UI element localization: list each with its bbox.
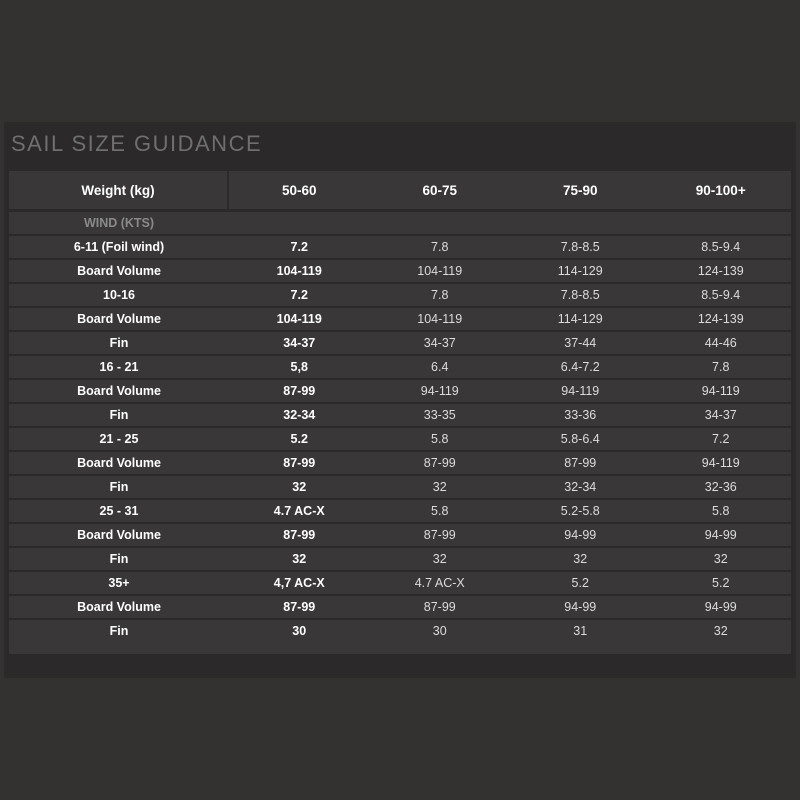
row-value: 87-99 <box>423 456 456 470</box>
header-col-50-60: 50-60 <box>281 182 317 198</box>
row-value: 32 <box>432 480 447 494</box>
panel-title: SAIL SIZE GUIDANCE <box>11 131 263 156</box>
row-value: 37-44 <box>564 336 597 350</box>
row-value: 7.2 <box>290 288 308 302</box>
table-row <box>9 452 791 474</box>
row-value: 8.5-9.4 <box>701 288 741 302</box>
row-value: 94-119 <box>561 384 600 398</box>
row-value: 32 <box>713 624 728 638</box>
row-value: 124-139 <box>697 264 744 278</box>
row-value: 6.4-7.2 <box>560 360 600 374</box>
table-row <box>9 620 791 642</box>
table-row <box>9 380 791 402</box>
row-value: 7.8 <box>431 288 449 302</box>
header-col-90-100: 90-100+ <box>695 182 746 198</box>
row-value: 4,7 AC-X <box>273 576 325 590</box>
row-value: 6.4 <box>431 360 449 374</box>
table-row <box>9 404 791 426</box>
row-label: WIND (KTS) <box>83 216 155 230</box>
row-label: 10-16 <box>103 288 135 302</box>
row-value: 4.7 AC-X <box>414 576 465 590</box>
row-value: 87-99 <box>423 528 456 542</box>
row-value: 34-37 <box>423 336 456 350</box>
table-row <box>9 260 791 282</box>
table-row <box>9 332 791 354</box>
row-value: 5.2 <box>571 576 589 590</box>
header-col-75-90: 75-90 <box>562 182 598 198</box>
row-value: 31 <box>573 624 588 638</box>
row-value: 5.2 <box>290 432 308 446</box>
row-value: 5.8 <box>712 504 730 518</box>
row-value: 8.5-9.4 <box>701 240 741 254</box>
row-value: 94-99 <box>704 528 737 542</box>
table-row <box>9 596 791 618</box>
row-value: 114-129 <box>557 264 603 278</box>
sail-size-table <box>9 171 791 654</box>
row-value: 94-119 <box>420 384 459 398</box>
row-value: 7.2 <box>290 240 308 254</box>
row-label: 16 - 21 <box>99 360 139 374</box>
row-value: 44-46 <box>704 336 737 350</box>
row-label: 35+ <box>108 576 130 590</box>
row-value: 87-99 <box>283 456 316 470</box>
table-row <box>9 428 791 450</box>
row-value: 94-99 <box>564 600 597 614</box>
row-value: 7.8 <box>712 360 730 374</box>
row-value: 30 <box>292 624 307 638</box>
row-value: 5.2-5.8 <box>560 504 600 518</box>
row-value: 5.8 <box>431 432 449 446</box>
row-value: 87-99 <box>283 384 316 398</box>
row-value: 32 <box>573 552 588 566</box>
row-value: 34-37 <box>283 336 316 350</box>
table-footer-strip <box>9 642 791 654</box>
row-value: 32-34 <box>283 408 316 422</box>
row-value: 7.8 <box>431 240 449 254</box>
row-value: 30 <box>432 624 447 638</box>
row-value: 33-36 <box>564 408 597 422</box>
row-value: 7.2 <box>712 432 730 446</box>
row-value: 114-129 <box>557 312 603 326</box>
header-weight-label: Weight (kg) <box>9 171 229 209</box>
sail-size-guidance-panel <box>4 122 796 678</box>
row-label: Board Volume <box>77 600 161 614</box>
row-value: 87-99 <box>283 528 316 542</box>
row-value: 5.2 <box>712 576 730 590</box>
row-label: Board Volume <box>77 528 161 542</box>
row-value: 104-119 <box>276 312 322 326</box>
row-label: 6-11 (Foil wind) <box>73 240 165 254</box>
header-col-60-75: 60-75 <box>422 182 458 198</box>
table-row <box>9 476 791 498</box>
row-value: 94-119 <box>701 384 740 398</box>
row-label: Board Volume <box>77 312 161 326</box>
section-header-row <box>9 212 791 234</box>
row-value: 94-99 <box>704 600 737 614</box>
table-header-row <box>9 171 791 209</box>
row-value: 7.8-8.5 <box>560 288 600 302</box>
row-label: Fin <box>109 336 129 350</box>
table-row <box>9 236 791 258</box>
row-value: 5.8-6.4 <box>560 432 600 446</box>
row-value: 4.7 AC-X <box>273 504 325 518</box>
row-value: 32-36 <box>704 480 737 494</box>
table-row <box>9 308 791 330</box>
table-row <box>9 356 791 378</box>
row-value: 87-99 <box>564 456 597 470</box>
table-row <box>9 548 791 570</box>
row-value: 34-37 <box>704 408 737 422</box>
row-label: 25 - 31 <box>99 504 139 518</box>
row-value: 32 <box>292 552 307 566</box>
row-value: 7.8-8.5 <box>560 240 600 254</box>
table-row <box>9 284 791 306</box>
row-label: Board Volume <box>77 384 161 398</box>
row-label: Fin <box>109 408 129 422</box>
row-value: 87-99 <box>283 600 316 614</box>
row-value: 94-119 <box>701 456 740 470</box>
row-value: 104-119 <box>417 264 463 278</box>
row-label: Fin <box>109 480 129 494</box>
row-value: 32 <box>713 552 728 566</box>
row-value: 32-34 <box>564 480 597 494</box>
row-label: Board Volume <box>77 456 161 470</box>
row-value: 32 <box>292 480 307 494</box>
row-value: 104-119 <box>417 312 463 326</box>
table-row <box>9 500 791 522</box>
row-label: Board Volume <box>77 264 161 278</box>
row-value: 94-99 <box>564 528 597 542</box>
row-value: 5.8 <box>431 504 449 518</box>
row-value: 104-119 <box>276 264 322 278</box>
row-label: Fin <box>109 624 129 638</box>
row-value: 5,8 <box>290 360 308 374</box>
row-value: 124-139 <box>697 312 744 326</box>
row-value: 33-35 <box>423 408 456 422</box>
row-value: 32 <box>432 552 447 566</box>
row-label: 21 - 25 <box>99 432 139 446</box>
table-row <box>9 524 791 546</box>
row-label: Fin <box>109 552 129 566</box>
row-value: 87-99 <box>423 600 456 614</box>
table-row <box>9 572 791 594</box>
table-body <box>9 212 791 642</box>
